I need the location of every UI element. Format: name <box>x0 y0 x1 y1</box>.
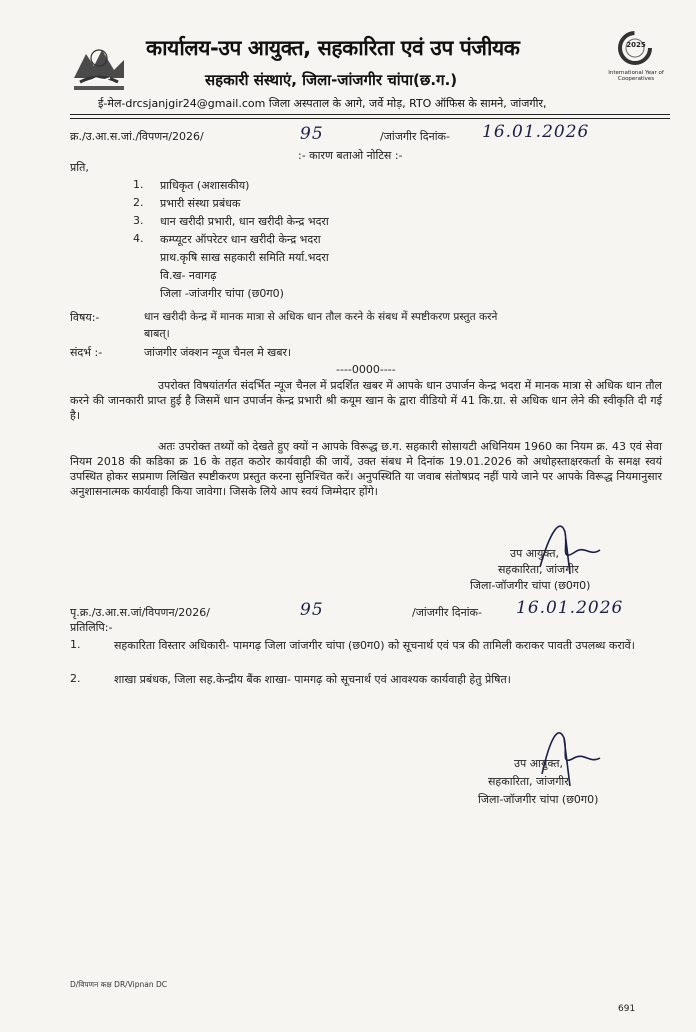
seal-text: International Year of Cooperatives <box>608 70 664 82</box>
recipient-num: 1. <box>133 178 144 191</box>
place-date-label: /जांजगीर दिनांक- <box>380 130 450 143</box>
recipient-num: 3. <box>133 214 144 227</box>
header-divider-thin <box>70 118 670 119</box>
recipient-item: कम्प्यूटर ऑपरेटर धान खरीदी केन्द्र भदरा <box>160 233 321 246</box>
body-paragraph-1: उपरोक्त विषयांतर्गत संदर्भित न्यूज चैनल में प्रदर्शित खबर में आपके धान उपार्जन केन्द्र भदरा में मानक मात्रा से अधिक धान तौल करने की जानकारी प्राप्त हुई है जिसमें धान उपार्जन केन्द्र प्रभारी श्री कयूम खान के द्वारा वीडियो में 41 कि.ग्रा. से अधिक धान लेने की स्वीकृति दी गई है। <box>70 379 662 422</box>
subject-label: विषय:- <box>70 311 100 324</box>
recipient-num: 4. <box>133 232 144 245</box>
copy-signature-district: जिला-जॉजगीर चांपा (छ0ग0) <box>478 793 599 806</box>
copy-label: प्रतिलिपि:- <box>70 621 113 634</box>
to-label: प्रति, <box>70 161 89 174</box>
copy-item-text: शाखा प्रबंधक, जिला सह.केन्द्रीय बैंक शाखा- पामगढ़ को सूचनार्थ एवं आवश्यक कार्यवाही हेतु प्रेषित। <box>114 673 511 686</box>
notice-title: :- कारण बताओ नोटिस :- <box>298 149 403 162</box>
reference-text: जांजगीर जंक्शन न्यूज चैनल मे खबर। <box>144 346 292 359</box>
office-title: कार्यालय-उप आयुक्त, सहकारिता एवं उप पंजीयक <box>146 36 520 60</box>
copy-ref-number-handwritten: 95 <box>300 600 324 620</box>
copy-place-date-label: /जांजगीर दिनांक- <box>412 606 482 619</box>
ref-prefix: क्र./उ.आ.स.जां./विपणन/2026/ <box>70 130 204 143</box>
recipient-address-line: जिला -जांजगीर चांपा (छ0ग0) <box>160 287 284 300</box>
copy-item-num: 1. <box>70 638 81 651</box>
separator: ----0000---- <box>336 363 396 376</box>
cooperative-logo-icon <box>70 38 128 96</box>
signature-block <box>470 512 660 592</box>
recipient-item: प्रभारी संस्था प्रबंधक <box>160 197 241 210</box>
signature-designation: उप आयुक्त, <box>510 547 560 560</box>
cooperatives-year-seal <box>606 30 664 94</box>
recipient-item: प्राधिकृत (अशासकीय) <box>160 179 250 192</box>
ref-number-handwritten: 95 <box>300 124 324 144</box>
copy-date-handwritten: 16.01.2026 <box>516 598 624 618</box>
recipient-address-line: प्राथ.कृषि साख सहकारी समिति मर्या.भदरा <box>160 251 329 264</box>
header-divider <box>70 114 670 115</box>
office-address: ई-मेल-drcsjanjgir24@gmail.com जिला अस्पताल के आगे, जर्वे मोड़, RTO ऑफिस के सामने, जांजगीर, <box>98 97 547 110</box>
file-reference: D/विपणन कक्ष DR/Vipnan DC <box>70 980 167 989</box>
reference-label: संदर्भ :- <box>70 346 103 359</box>
recipient-address-line: वि.ख- नवागढ़ <box>160 269 217 282</box>
body-paragraph-2: अतः उपरोक्त तथ्यों को देखते हुए क्यों न आपके विरूद्ध छ.ग. सहकारी सोसायटी अधिनियम 1960 का नियम क्र. 43 एवं सेवा नियम 2018 की कडिका क्र 16 के तहत कठोर कार्यवाही की जायें, उक्त संबध मे दिनांक 19.01.2026 को अधोहस्ताक्षरकर्ता के समक्ष स्वयं उपस्थित होकर सप्रमाण लिखित स्पष्टीकरण प्रस्तुत करना सुनिश्चित करें। अनुपस्थिति या जवाब संतोषप्रद नहीं पाये जाने पर आपके विरूद्ध नियमानुसार अनुशासनात्मक कार्यवाही किया जावेगा। जिसके लिये आप स्वयं जिम्मेदार होंगे। <box>70 440 662 498</box>
recipient-num: 2. <box>133 196 144 209</box>
signature-district: जिला-जॉजगीर चांपा (छ0ग0) <box>470 579 591 592</box>
copy-signature-designation: उप आयुक्त, <box>514 757 564 770</box>
subject-text-cont: बाबत्। <box>144 327 170 340</box>
office-subtitle: सहकारी संस्थाएं, जिला-जांजगीर चांपा(छ.ग.) <box>205 71 458 89</box>
page-number: 691 <box>618 1004 636 1014</box>
cooperatives-year-icon <box>606 30 664 70</box>
subject-text: धान खरीदी केन्द्र में मानक मात्रा से अधिक धान तौल करने के संबध में स्पष्टीकरण प्रस्तुत करने <box>144 311 498 323</box>
recipient-item: धान खरीदी प्रभारी, धान खरीदी केन्द्र भदरा <box>160 215 329 228</box>
seal-year: 2025 <box>626 41 646 49</box>
copy-item-num: 2. <box>70 672 81 685</box>
copy-signature-block <box>478 714 668 804</box>
copy-item-text: सहकारिता विस्तार अधिकारी- पामगढ़ जिला जांजगीर चांपा (छ0ग0) को सूचनार्थ एवं पत्र की तामिली कराकर पावती उपलब्ध करावें। <box>114 639 635 652</box>
signature-department: सहकारिता, जांजगीर <box>498 563 579 576</box>
date-handwritten: 16.01.2026 <box>482 122 590 142</box>
copy-signature-department: सहकारिता, जांजगीर <box>488 775 569 788</box>
copy-ref-prefix: पृ.क्र./उ.आ.स.जां/विपणन/2026/ <box>70 606 210 619</box>
